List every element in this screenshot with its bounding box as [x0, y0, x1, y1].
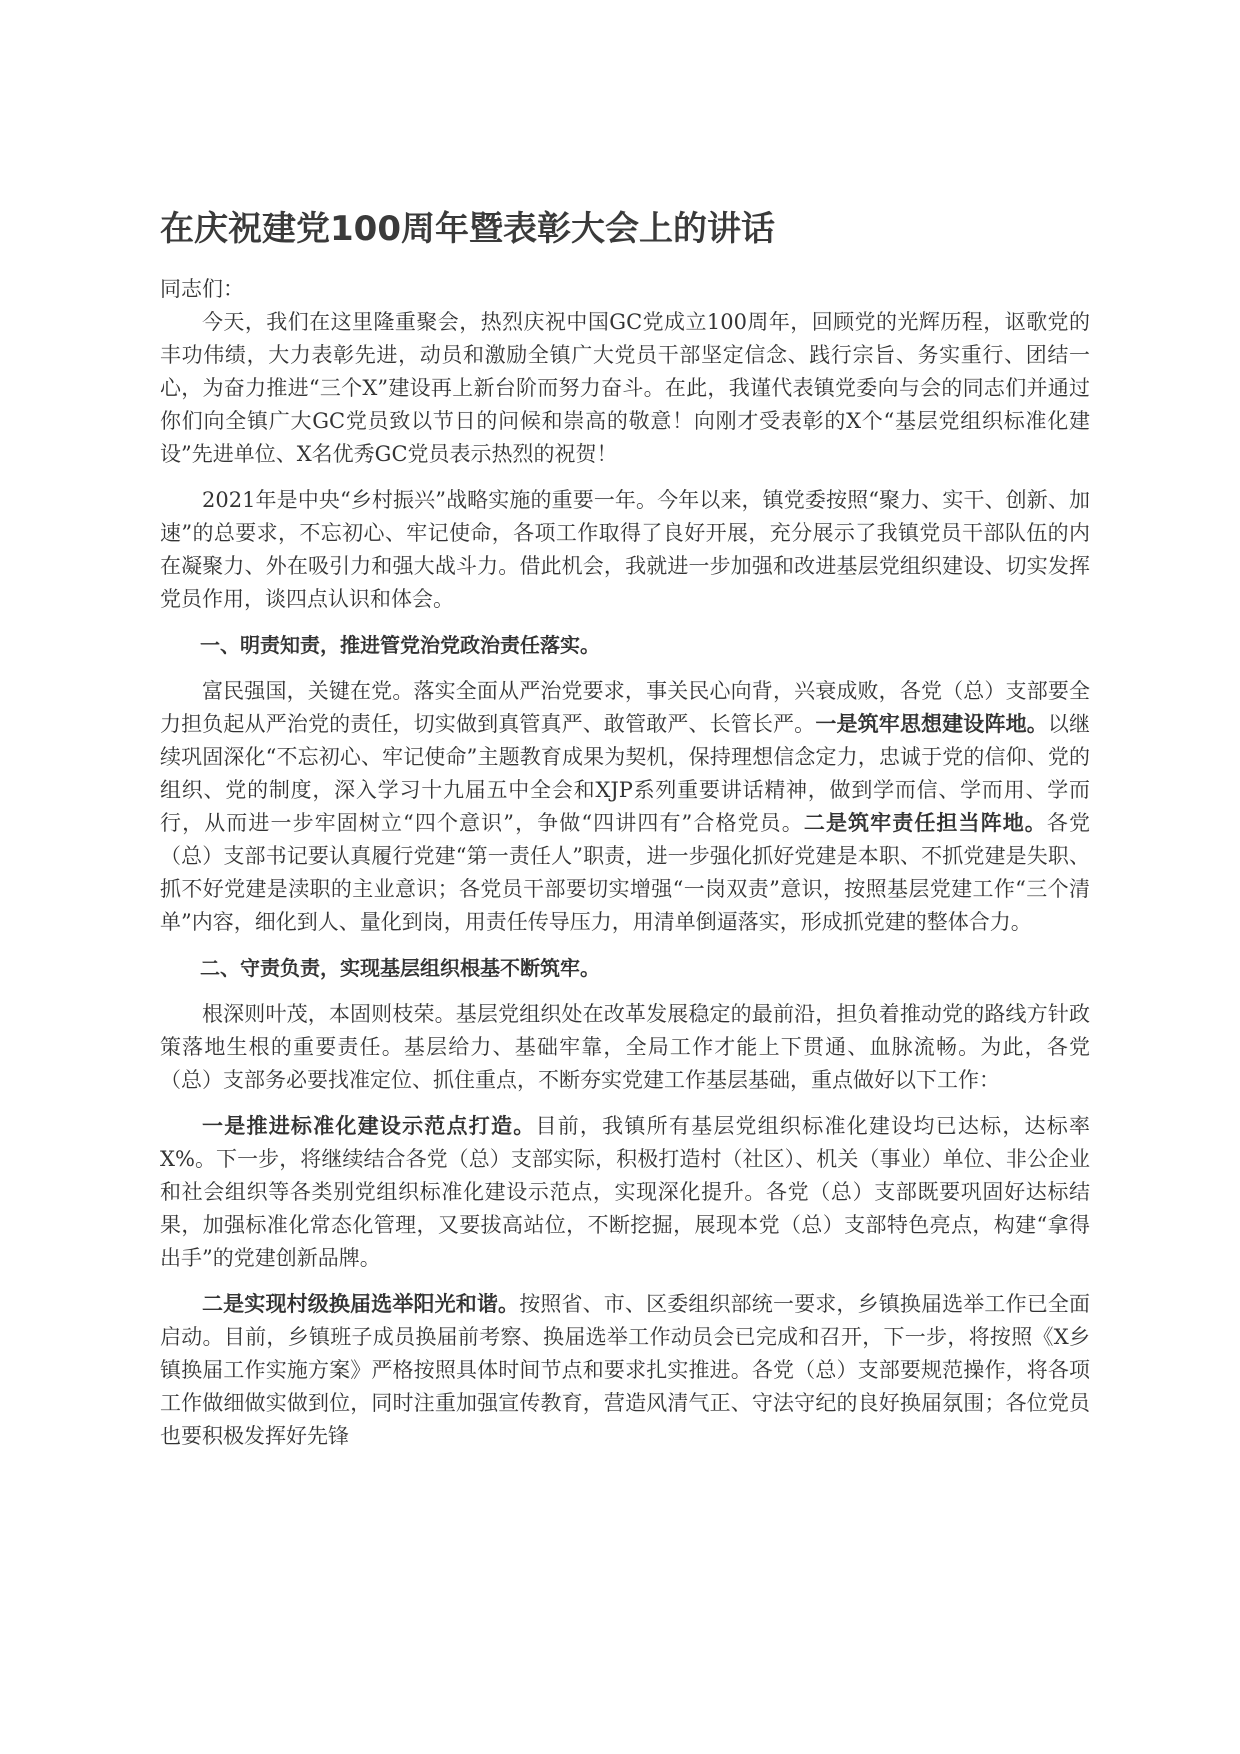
- paragraph-section-2-point-2: [160, 1288, 1090, 1453]
- lead-point-1: 一是筑牢思想建设阵地。: [815, 712, 1048, 736]
- paragraph-section-1-intro: 富民强国，关键在党。落实全面从严治党要求，事关民心向背，兴衰成败，各党（总）支部要全力担负起从严治党的责任，切实做到真管真严、敢管敢严、长管长严。: [160, 679, 1090, 736]
- paragraph-section-2-point-1-body: 目前，我镇所有基层党组织标准化建设均已达标，达标率X%。下一步，将继续结合各党（总）支部实际，积极打造村（社区）、机关（事业）单位、非公企业和社会组织等各类别党组织标准化建设示范点，实现深化提升。各党（总）支部既要巩固好达标结果，加强标准化常态化管理，又要拔高站位，不断挖掘，展现本党（总）支部特色亮点，构建“拿得出手”的党建创新品牌。: [160, 1114, 1091, 1270]
- lead-point-3: 一是推进标准化建设示范点打造。: [202, 1114, 536, 1138]
- salutation: 同志们：: [160, 277, 244, 301]
- lead-point-4: 二是实现村级换届选举阳光和谐。: [202, 1292, 520, 1316]
- paragraph-section-1-point-2: 各党（总）支部书记要认真履行党建“第一责任人”职责，进一步强化抓好党建是本职、不抓党建是失职、抓不好党建是渎职的主业意识；各党员干部要切实增强“一岗双责”意识，按照基层党建工作“三个清单”内容，细化到人、量化到岗，用责任传导压力，用清单倒逼落实，形成抓党建的整体合力。: [160, 811, 1091, 934]
- paragraph-overview: 2021年是中央“乡村振兴”战略实施的重要一年。今年以来，镇党委按照“聚力、实干、创新、加速”的总要求，不忘初心、牢记使命，各项工作取得了良好开展，充分展示了我镇党员干部队伍的内在凝聚力、外在吸引力和强大战斗力。借此机会，我就进一步加强和改进基层党组织建设、切实发挥党员作用，谈四点认识和体会。: [160, 488, 1090, 611]
- paragraph-section-1: [160, 675, 1090, 939]
- section-heading-1: 一、明责知责，推进管党治党政治责任落实。: [200, 633, 600, 657]
- paragraph-section-2-intro: 根深则叶茂，本固则枝荣。基层党组织处在改革发展稳定的最前沿，担负着推动党的路线方针政策落地生根的重要责任。基层给力、基础牢靠，全局工作才能上下贯通、血脉流畅。为此，各党（总）支部务必要找准定位、抓住重点，不断夯实党建工作基层基础，重点做好以下工作：: [160, 1002, 1090, 1092]
- lead-point-2: 二是筑牢责任担当阵地。: [803, 811, 1047, 835]
- paragraph-section-1-point-1: 以继续巩固深化“不忘初心、牢记使命”主题教育成果为契机，保持理想信念定力，忠诚于党的信仰、党的组织、党的制度，深入学习十九届五中全会和XJP系列重要讲话精神，做到学而信、学而用、学而行，从而进一步牢固树立“四个意识”，争做“四讲四有”合格党员。: [160, 712, 1091, 835]
- section-heading-2: 二、守责负责，实现基层组织根基不断筑牢。: [200, 956, 600, 980]
- document-page: [160, 205, 1090, 1466]
- document-title: 在庆祝建党100周年暨表彰大会上的讲话: [160, 209, 775, 249]
- paragraph-section-2-point-2-body: 按照省、市、区委组织部统一要求，乡镇换届选举工作已全面启动。目前，乡镇班子成员换届前考察、换届选举工作动员会已完成和召开，下一步，将按照《X乡镇换届工作实施方案》严格按照具体时间节点和要求扎实推进。各党（总）支部要规范操作，将各项工作做细做实做到位，同时注重加强宣传教育，营造风清气正、守法守纪的良好换届氛围；各位党员也要积极发挥好先锋: [160, 1292, 1091, 1448]
- paragraph-section-2-point-1: [160, 1110, 1090, 1275]
- paragraph-opening: 今天，我们在这里隆重聚会，热烈庆祝中国GC党成立100周年，回顾党的光辉历程，讴歌党的丰功伟绩，大力表彰先进，动员和激励全镇广大党员干部坚定信念、践行宗旨、务实重行、团结一心，为奋力推进“三个X”建设再上新台阶而努力奋斗。在此，我谨代表镇党委向与会的同志们并通过你们向全镇广大GC党员致以节日的问候和崇高的敬意！向刚才受表彰的X个“基层党组织标准化建设”先进单位、X名优秀GC党员表示热烈的祝贺！: [160, 310, 1090, 466]
